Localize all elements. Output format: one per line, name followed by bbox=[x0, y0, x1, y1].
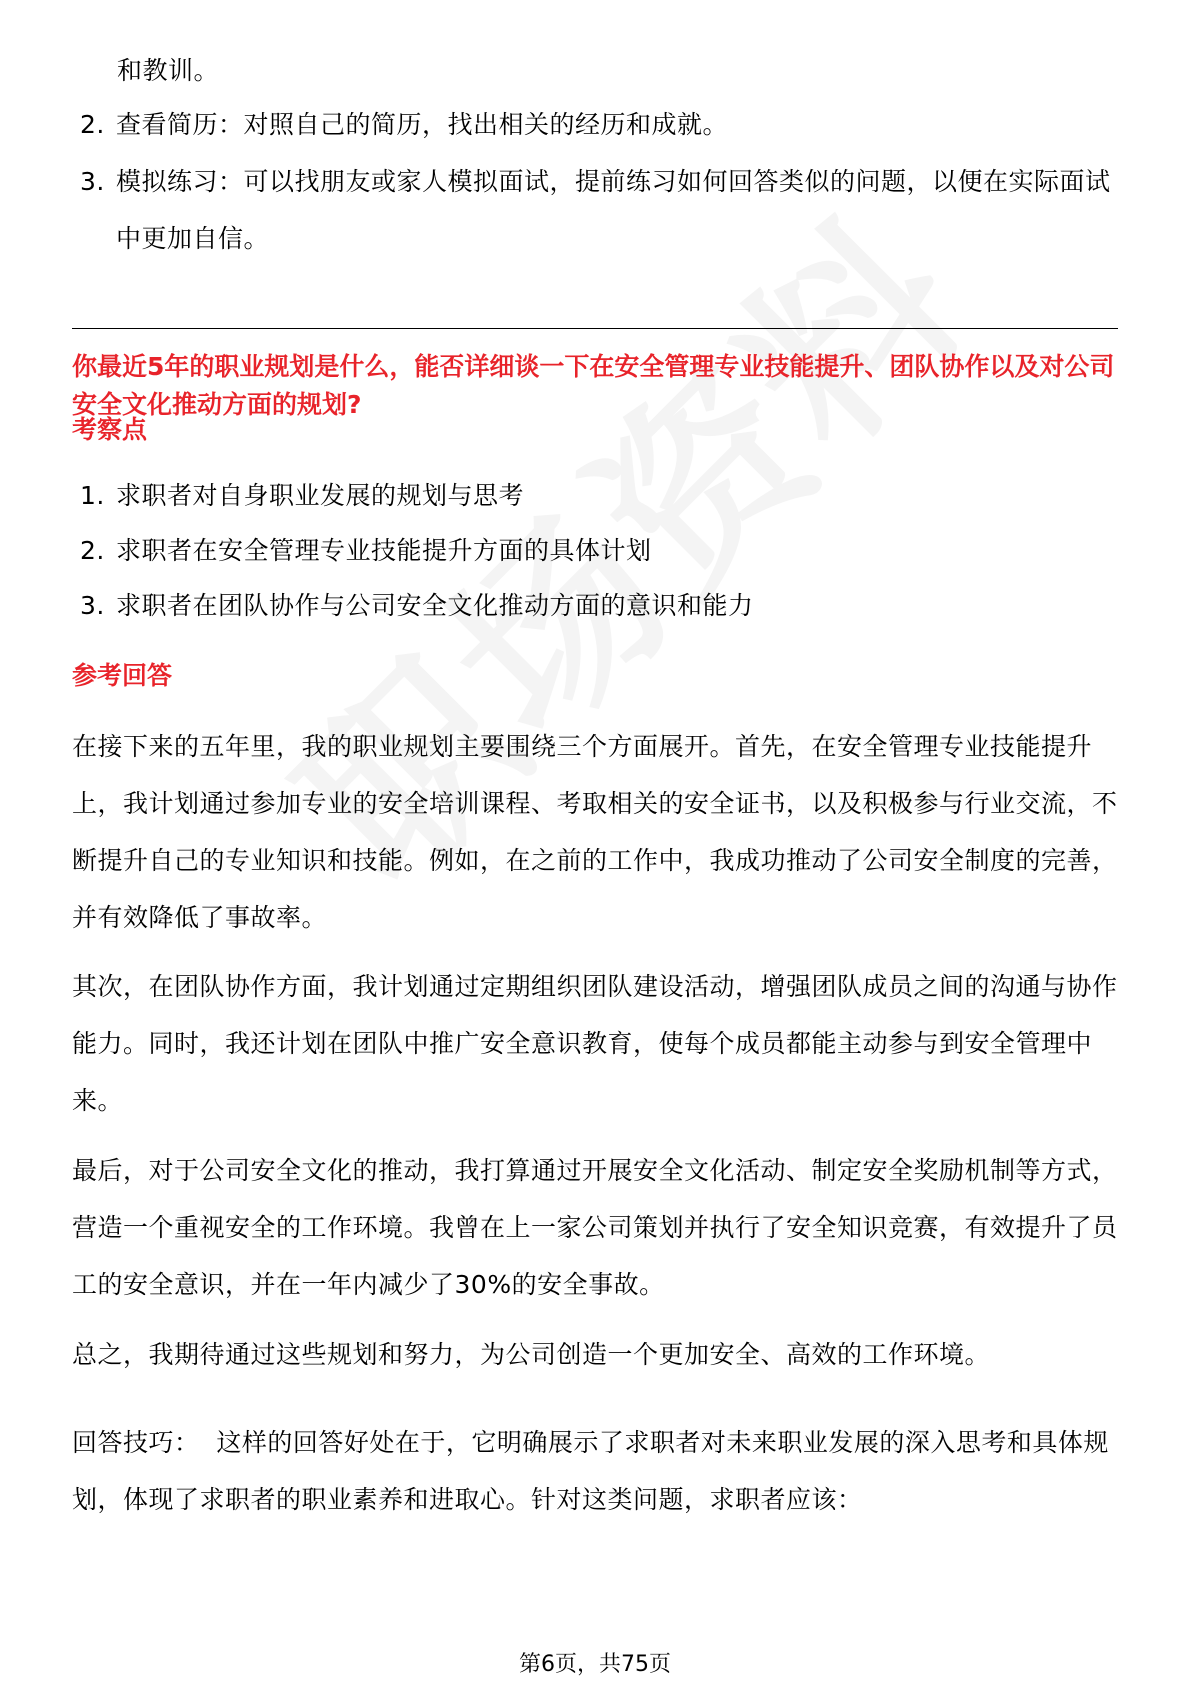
list-item-number: 2. bbox=[80, 536, 105, 565]
question-heading: 你最近5年的职业规划是什么，能否详细谈一下在安全管理专业技能提升、团队协作以及对公司安全文化推动方面的规划? bbox=[72, 352, 1115, 419]
top-numbered-list bbox=[64, 96, 1122, 267]
list-item bbox=[64, 96, 1122, 153]
answer-paragraph-2: 其次，在团队协作方面，我计划通过定期组织团队建设活动，增强团队成员之间的沟通与协作能力。同时，我还计划在团队中推广安全意识教育，使每个成员都能主动参与到安全管理中来。 bbox=[72, 972, 1118, 1115]
tips-label: 回答技巧： bbox=[72, 1428, 200, 1457]
section-divider bbox=[72, 328, 1118, 329]
list-continuation: 和教训。 bbox=[117, 56, 220, 85]
list-item-number: 1. bbox=[80, 481, 105, 510]
list-item bbox=[64, 523, 1122, 578]
answer-paragraph-1: 在接下来的五年里，我的职业规划主要围绕三个方面展开。首先，在安全管理专业技能提升上，我计划通过参加专业的安全培训课程、考取相关的安全证书，以及积极参与行业交流，不断提升自己的专业知识和技能。例如，在之前的工作中，我成功推动了公司安全制度的完善，并有效降低了事故率。 bbox=[72, 732, 1118, 932]
list-item-number: 2. bbox=[80, 110, 105, 139]
list-item-number: 3. bbox=[80, 167, 105, 196]
focus-list bbox=[64, 468, 1122, 633]
page-number: 第6页，共75页 bbox=[519, 1652, 671, 1677]
list-item bbox=[64, 578, 1122, 633]
list-item-text: 查看简历：对照自己的简历，找出相关的经历和成就。 bbox=[116, 110, 729, 139]
list-item-text: 求职者在团队协作与公司安全文化推动方面的意识和能力 bbox=[116, 591, 754, 620]
answer-paragraph-4: 总之，我期待通过这些规划和努力，为公司创造一个更加安全、高效的工作环境。 bbox=[72, 1340, 991, 1369]
list-item-text: 求职者在安全管理专业技能提升方面的具体计划 bbox=[116, 536, 652, 565]
focus-title: 考察点 bbox=[72, 415, 148, 444]
tips-text: 这样的回答好处在于，它明确展示了求职者对未来职业发展的深入思考和具体规划，体现了求职者的职业素养和进取心。针对这类问题，求职者应该： bbox=[72, 1428, 1109, 1514]
answer-paragraph-3: 最后，对于公司安全文化的推动，我打算通过开展安全文化活动、制定安全奖励机制等方式，营造一个重视安全的工作环境。我曾在上一家公司策划并执行了安全知识竞赛，有效提升了员工的安全意识，并在一年内减少了30%的安全事故。 bbox=[72, 1156, 1118, 1299]
list-item bbox=[64, 153, 1122, 267]
answer-tips bbox=[72, 1414, 1118, 1528]
list-item-text: 模拟练习：可以找朋友或家人模拟面试，提前练习如何回答类似的问题，以便在实际面试中更加自信。 bbox=[116, 167, 1111, 253]
list-item bbox=[64, 468, 1122, 523]
answer-title: 参考回答 bbox=[72, 661, 173, 690]
list-item-number: 3. bbox=[80, 591, 105, 620]
list-item-text: 求职者对自身职业发展的规划与思考 bbox=[116, 481, 525, 510]
